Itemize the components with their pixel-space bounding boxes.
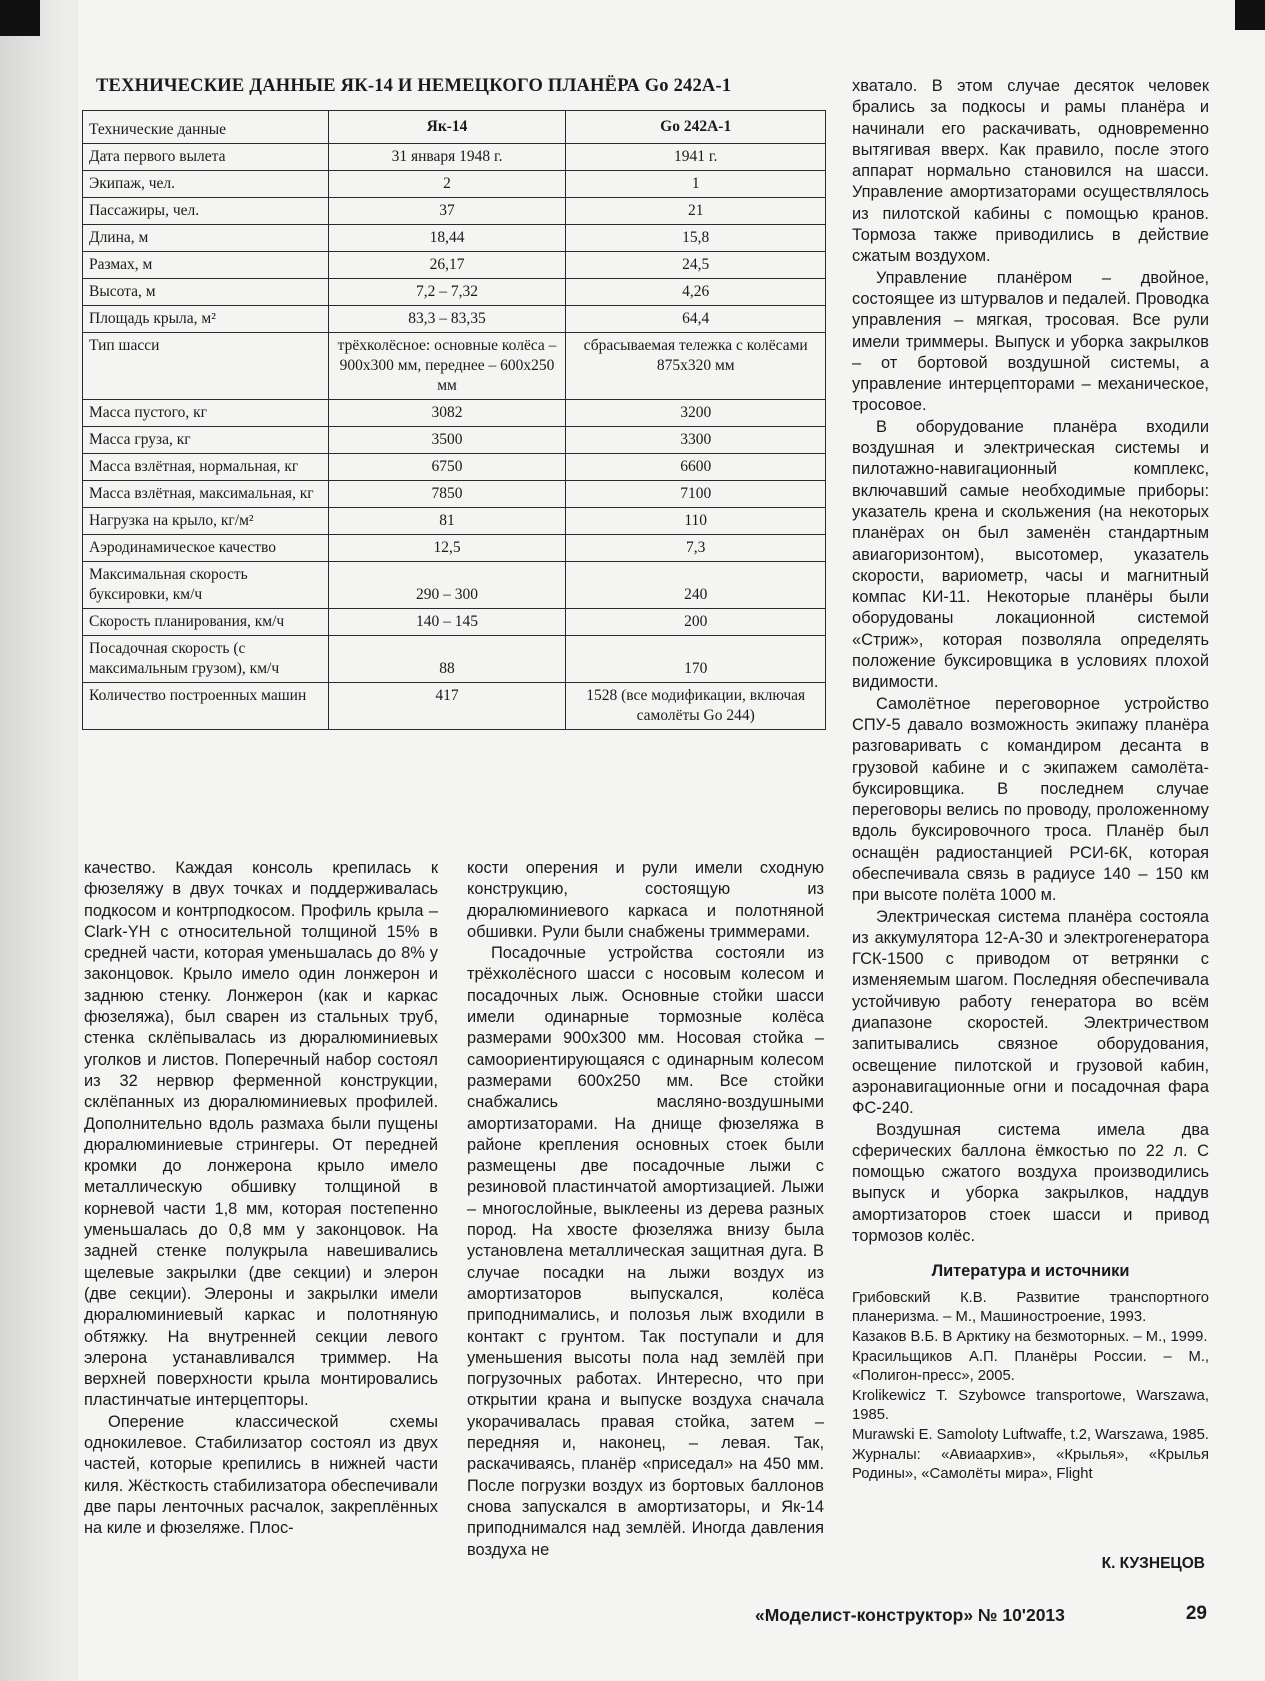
table-row xyxy=(83,535,826,562)
value-cell: 3200 xyxy=(566,400,826,427)
table-row xyxy=(83,252,826,279)
value-cell: 3082 xyxy=(328,400,566,427)
table-header-cell: Go 242A-1 xyxy=(566,111,826,144)
spec-table-body xyxy=(83,144,826,730)
value-cell: 6750 xyxy=(328,454,566,481)
author-signature: К. КУЗНЕЦОВ xyxy=(1101,1555,1205,1572)
value-cell: 1941 г. xyxy=(566,144,826,171)
value-cell: трёхколёсное: основные колёса – 900х300 мм, переднее – 600х250 мм xyxy=(328,333,566,400)
row-label-cell: Масса груза, кг xyxy=(83,427,329,454)
value-cell: 18,44 xyxy=(328,225,566,252)
table-title: ТЕХНИЧЕСКИЕ ДАННЫЕ ЯК-14 И НЕМЕЦКОГО ПЛАНЁРА Go 242A-1 xyxy=(96,76,732,96)
row-label-cell: Количество построенных машин xyxy=(83,683,329,730)
paragraph: качество. Каждая консоль крепилась к фюзеляжу в двух точках и поддерживалась подкосом и контрподкосом. Профиль крыла – Clark-YH с относительной толщиной 15% в средней части, которая уменьшалась до 8% у законцовок. Крыло имело один лонжерон и заднюю стенку. Лонжерон (как и каркас фюзеляжа), был сварен из стальных труб, стенка склёпывалась из дюралюминиевых уголков и листов. Поперечный набор состоял из 32 нервюр ферменной конструкции, склёпанных из дюралюминиевых профилей. Дополнительно вдоль размаха были пущены дюралюминиевые стрингеры. От передней кромки до лонжерона крыло имело металлическую обшивку толщиной в корневой части 1,8 мм, которая постепенно уменьшалась до 0,8 мм у законцовок. На задней стенке полукрыла навешивались щелевые закрылки (две секции) и элерон (две секции). Элероны и закрылки имели дюралюминиевый каркас и полотняную обтяжку. На внутренней секции левого элерона устанавливался триммер. На верхней поверхности крыла монтировались пластинчатые интерцепторы. xyxy=(84,859,438,1410)
table-row xyxy=(83,454,826,481)
row-label-cell: Максимальная скорость буксировки, км/ч xyxy=(83,562,329,609)
table-row xyxy=(83,144,826,171)
scan-corner-mark xyxy=(0,0,40,36)
value-cell: 26,17 xyxy=(328,252,566,279)
row-label-cell: Нагрузка на крыло, кг/м² xyxy=(83,508,329,535)
value-cell: 24,5 xyxy=(566,252,826,279)
paragraph: хватало. В этом случае десяток человек брались за подкосы и рамы планёра и начинали его раскачивать, одновременно вытягивая вверх. Как правило, после этого аппарат нормально становился на шасси. Управление амортизаторами осуществлялось из пилотской кабины с помощью кранов. Тормоза также приводились в действие сжатым воздухом. xyxy=(852,77,1209,266)
row-label-cell: Аэродинамическое качество xyxy=(83,535,329,562)
value-cell: 110 xyxy=(566,508,826,535)
table-row xyxy=(83,225,826,252)
value-cell: 4,26 xyxy=(566,279,826,306)
literature-list xyxy=(852,1289,1209,1484)
table-row xyxy=(83,171,826,198)
page-number: 29 xyxy=(1185,1603,1207,1624)
literature-item: Казаков В.Б. В Арктику на безмоторных. – М., 1999. xyxy=(852,1328,1208,1345)
value-cell: сбрасываемая тележка с колёсами 875х320 мм xyxy=(566,333,826,400)
row-label-cell: Масса взлётная, максимальная, кг xyxy=(83,481,329,508)
literature-item: Грибовский К.В. Развитие транспортного планеризма. – М., Машиностроение, 1993. xyxy=(852,1289,1209,1325)
value-cell: 88 xyxy=(328,636,566,683)
table-header-row xyxy=(83,111,826,144)
table-row xyxy=(83,683,826,730)
table-row xyxy=(83,508,826,535)
row-label-cell: Размах, м xyxy=(83,252,329,279)
value-cell: 240 xyxy=(566,562,826,609)
magazine-footer: «Моделист-конструктор» № 10'2013 xyxy=(755,1605,1065,1625)
table-row xyxy=(83,427,826,454)
table-row xyxy=(83,481,826,508)
value-cell: 140 – 145 xyxy=(328,609,566,636)
literature-item: Krolikewicz T. Szybowce transportowe, Warszawa, 1985. xyxy=(852,1387,1209,1423)
value-cell: 12,5 xyxy=(328,535,566,562)
value-cell: 15,8 xyxy=(566,225,826,252)
table-row xyxy=(83,562,826,609)
row-label-cell: Площадь крыла, м² xyxy=(83,306,329,333)
value-cell: 3300 xyxy=(566,427,826,454)
value-cell: 64,4 xyxy=(566,306,826,333)
value-cell: 1528 (все модификации, включая самолёты Go 244) xyxy=(566,683,826,730)
table-row xyxy=(83,198,826,225)
paragraph: Посадочные устройства состояли из трёхколёсного шасси с носовым колесом и посадочных лыж. Основные стойки шасси имели одинарные тормозные колёса размерами 900х300 мм. Носовая стойка – самоориентирующаяся с одинарным колесом размерами 600х250 мм. Все стойки снабжались масляно-воздушными амортизаторами. На днище фюзеляжа в районе крепления основных стоек были размещены две посадочные лыжи с резиновой пластинчатой амортизацией. Лыжи – многослойные, выклеены из дерева разных пород. На хвосте фюзеляжа внизу была установлена металлическая защитная дуга. В случае посадки на лыжи воздух из амортизаторов выпускался, колёса приподнимались, и полозья лыж входили в контакт с грунтом. Так поступали и для уменьшения высоты пола над землёй при погрузочных работах. Интересно, что при открытии крана и выпуске воздуха сначала укорачивалась правая стойка, затем – передняя и, наконец, – левая. Так, раскачиваясь, планёр «приседал» на 450 мм. После погрузки воздух из бортовых баллонов снова запускался в амортизаторы, и Як-14 приподнимался над землёй. Иногда давления воздуха не xyxy=(467,944,824,1559)
table-row xyxy=(83,609,826,636)
paragraph: Воздушная система имела два сферических баллона ёмкостью по 22 л. С помощью сжатого воздуха производились выпуск и уборка закрылков, наддув амортизаторов стоек шасси и привод тормозов колёс. xyxy=(852,1120,1209,1246)
row-label-cell: Экипаж, чел. xyxy=(83,171,329,198)
table-row xyxy=(83,333,826,400)
spec-table xyxy=(82,110,826,730)
table-row xyxy=(83,636,826,683)
literature-item: Журналы: «Авиаархив», «Крылья», «Крылья Родины», «Самолёты мира», Flight xyxy=(852,1446,1209,1482)
paragraph: Управление планёром – двойное, состоящее из штурвалов и педалей. Проводка управления – мягкая, тросовая. Все рули имели триммеры. Выпуск и уборка закрылков – от бортовой воздушной системы, а управление интерцепторами – механическое, тросовое. xyxy=(852,268,1209,415)
value-cell: 290 – 300 xyxy=(328,562,566,609)
paragraph: Самолётное переговорное устройство СПУ-5 давало возможность экипажу планёра разговаривать с командиром десанта в грузовой кабине и с экипажем самолёта-буксировщика. В последнем случае переговоры велись по проводу, проложенному вдоль буксировочного троса. Планёр был оснащён радиостанцией РСИ-6К, которая обеспечивала связь в радиусе 140 – 150 км при высоте полёта 1000 м. xyxy=(852,694,1209,905)
value-cell: 6600 xyxy=(566,454,826,481)
value-cell: 37 xyxy=(328,198,566,225)
literature-item: Красильщиков А.П. Планёры России. – М., «Полигон-пресс», 2005. xyxy=(852,1348,1209,1384)
row-label-cell: Дата первого вылета xyxy=(83,144,329,171)
row-label-cell: Тип шасси xyxy=(83,333,329,400)
paragraph: Электрическая система планёра состояла из аккумулятора 12-А-30 и электрогенератора ГСК-1500 с приводом от ветрянки с изменяемым шагом. Последняя обеспечивала устойчивую работу генератора во всём диапазоне скоростей. Электричеством запитывались связное оборудования, освещение пилотской и грузовой кабин, аэронавигационные огни и посадочная фара ФС-240. xyxy=(852,907,1209,1118)
row-label-cell: Масса пустого, кг xyxy=(83,400,329,427)
value-cell: 1 xyxy=(566,171,826,198)
row-label-cell: Пассажиры, чел. xyxy=(83,198,329,225)
table-header-cell: Технические данные xyxy=(83,111,329,144)
text-column-middle xyxy=(467,858,824,1561)
value-cell: 170 xyxy=(566,636,826,683)
value-cell: 417 xyxy=(328,683,566,730)
scan-corner-mark xyxy=(1235,0,1265,30)
row-label-cell: Скорость планирования, км/ч xyxy=(83,609,329,636)
scan-margin xyxy=(0,0,78,1681)
paragraph: кости оперения и рули имели сходную конструкцию, состоящую из дюралюминиевого каркаса и полотняной обшивки. Рули были снабжены триммерами. xyxy=(467,859,824,941)
value-cell: 81 xyxy=(328,508,566,535)
row-label-cell: Посадочная скорость (с максимальным грузом), км/ч xyxy=(83,636,329,683)
literature-heading: Литература и источники xyxy=(931,1262,1130,1281)
text-column-left xyxy=(84,858,438,1540)
row-label-cell: Масса взлётная, нормальная, кг xyxy=(83,454,329,481)
value-cell: 31 января 1948 г. xyxy=(328,144,566,171)
row-label-cell: Высота, м xyxy=(83,279,329,306)
value-cell: 200 xyxy=(566,609,826,636)
value-cell: 83,3 – 83,35 xyxy=(328,306,566,333)
table-row xyxy=(83,306,826,333)
literature-item: Murawski E. Samoloty Luftwaffe, t.2, Warszawa, 1985. xyxy=(852,1426,1209,1443)
value-cell: 7100 xyxy=(566,481,826,508)
table-header-cell: Як-14 xyxy=(328,111,566,144)
value-cell: 3500 xyxy=(328,427,566,454)
table-row xyxy=(83,279,826,306)
value-cell: 7,2 – 7,32 xyxy=(328,279,566,306)
value-cell: 21 xyxy=(566,198,826,225)
table-row xyxy=(83,400,826,427)
row-label-cell: Длина, м xyxy=(83,225,329,252)
value-cell: 7850 xyxy=(328,481,566,508)
value-cell: 2 xyxy=(328,171,566,198)
text-column-right xyxy=(852,76,1209,1485)
value-cell: 7,3 xyxy=(566,535,826,562)
paragraph: В оборудование планёра входили воздушная и электрическая системы и пилотажно-навигационный комплекс, включавший самые необходимые приборы: указатель крена и скольжения (на некоторых планёрах он был заменён стандартным авиагоризонтом), высотомер, указатель скорости, вариометр, часы и магнитный компас КИ-11. Некоторые планёры были оборудованы локационной системой «Стриж», которая позволяла определять положение буксировщика в условиях плохой видимости. xyxy=(852,417,1209,692)
paragraph: Оперение классической схемы однокилевое. Стабилизатор состоял из двух частей, которые крепились в нижней части киля. Жёсткость стабилизатора обеспечивали две пары ленточных расчалок, закреплённых на киле и фюзеляже. Плос- xyxy=(84,1412,438,1538)
